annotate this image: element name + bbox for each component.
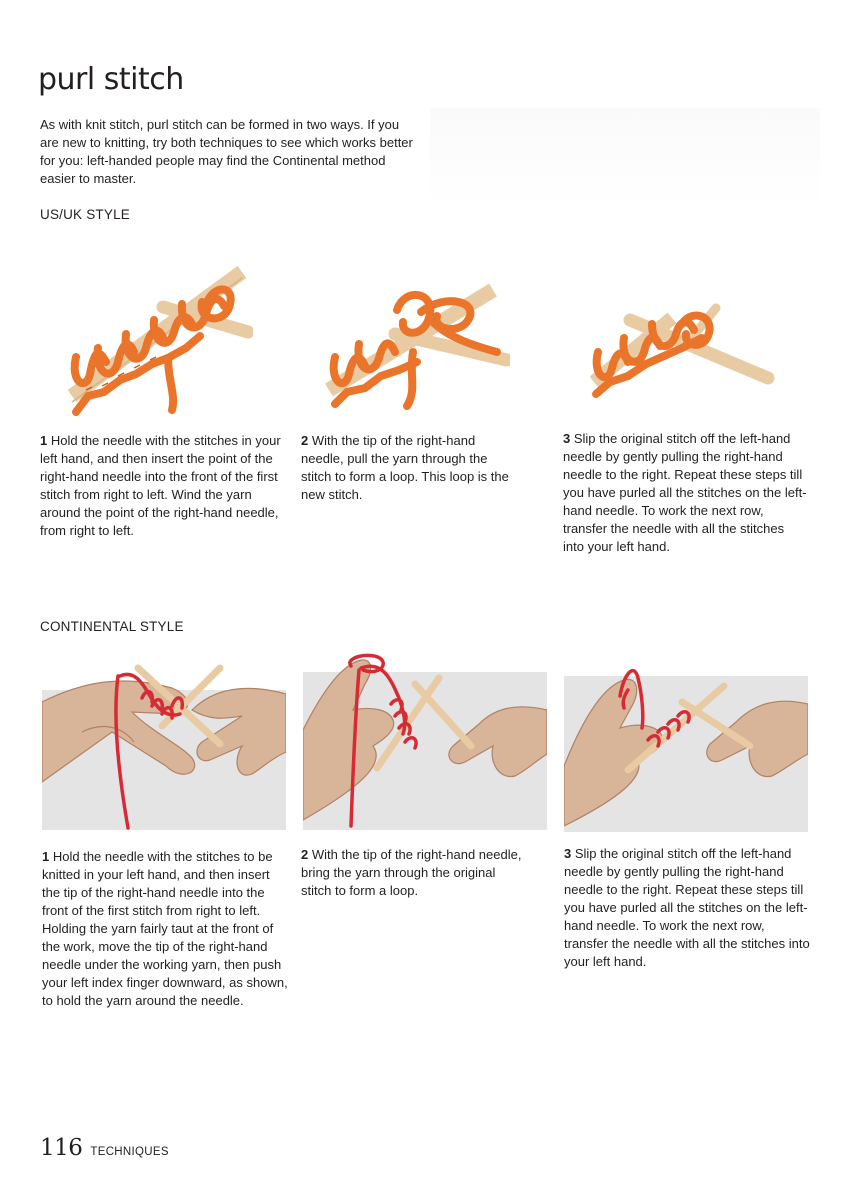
us-uk-style-heading: US/UK STYLE — [40, 207, 130, 222]
page-number: 116 — [40, 1135, 83, 1161]
continental-style-heading: CONTINENTAL STYLE — [40, 619, 184, 634]
us-step-3 — [563, 430, 808, 556]
us-step-2-number: 2 — [301, 433, 309, 448]
bleed-through-ghost — [655, 68, 663, 102]
continental-step-1-text: Hold the needle with the stitches to be knitted in your left hand, and then insert the tip of the right-hand needle into the front of the first stitch from right to left. Holding the yarn fairly taut at the front of the work, move the tip of the right-hand needle under the working yarn, then push your left index finger downward, as shown, to hold the yarn around the needle. — [42, 849, 288, 1008]
continental-step-2-number: 2 — [301, 847, 309, 862]
us-step-3-text: Slip the original stitch off the left-hand needle by gently pulling the right-hand needle to the right. Repeat these steps till you have purled all the stitches on the left-hand needle. To work the next row, transfer the needle with all the stitches into your left hand. — [563, 431, 807, 554]
us-step2-illustration — [325, 272, 510, 412]
continental-step-2 — [301, 846, 525, 900]
page-folio — [40, 1135, 169, 1161]
section-name: TECHNIQUES — [90, 1146, 169, 1158]
us-step-1 — [40, 432, 290, 540]
intro-paragraph: As with knit stitch, purl stitch can be formed in two ways. If you are new to knitting, try both techniques to see which works better for you: left-handed people may find the Continental method easier to master. — [40, 117, 413, 186]
us-step1-illustration — [68, 262, 253, 420]
continental-step3-illustration — [564, 656, 808, 832]
us-step3-illustration — [590, 290, 775, 420]
continental-step-3-number: 3 — [564, 846, 572, 861]
us-step-1-number: 1 — [40, 433, 48, 448]
us-step-3-number: 3 — [563, 431, 571, 446]
continental-step-1-number: 1 — [42, 849, 50, 864]
bleed-through-block — [430, 108, 820, 208]
continental-step-1 — [42, 848, 290, 1010]
continental-step-2-text: With the tip of the right-hand needle, bring the yarn through the original stitch to form a loop. — [301, 847, 522, 898]
us-step-2 — [301, 432, 516, 504]
continental-step-3 — [564, 845, 810, 971]
continental-step1-illustration — [42, 662, 286, 830]
page-title: purl stitch — [38, 62, 184, 97]
us-step-1-text: Hold the needle with the stitches in your left hand, and then insert the point of the right-hand needle into the front of the first stitch from right to left. Wind the yarn around the point of the right-hand needle, from right to left. — [40, 433, 281, 538]
continental-step-3-text: Slip the original stitch off the left-hand needle by gently pulling the right-hand needle to the right. Repeat these steps till you have purled all the stitches on the left-hand needle. To work the next row, transfer the needle with all the stitches into your left hand. — [564, 846, 810, 969]
us-step-2-text: With the tip of the right-hand needle, pull the yarn through the stitch to form a loop. This loop is the new stitch. — [301, 433, 509, 502]
continental-step2-illustration — [303, 650, 547, 830]
